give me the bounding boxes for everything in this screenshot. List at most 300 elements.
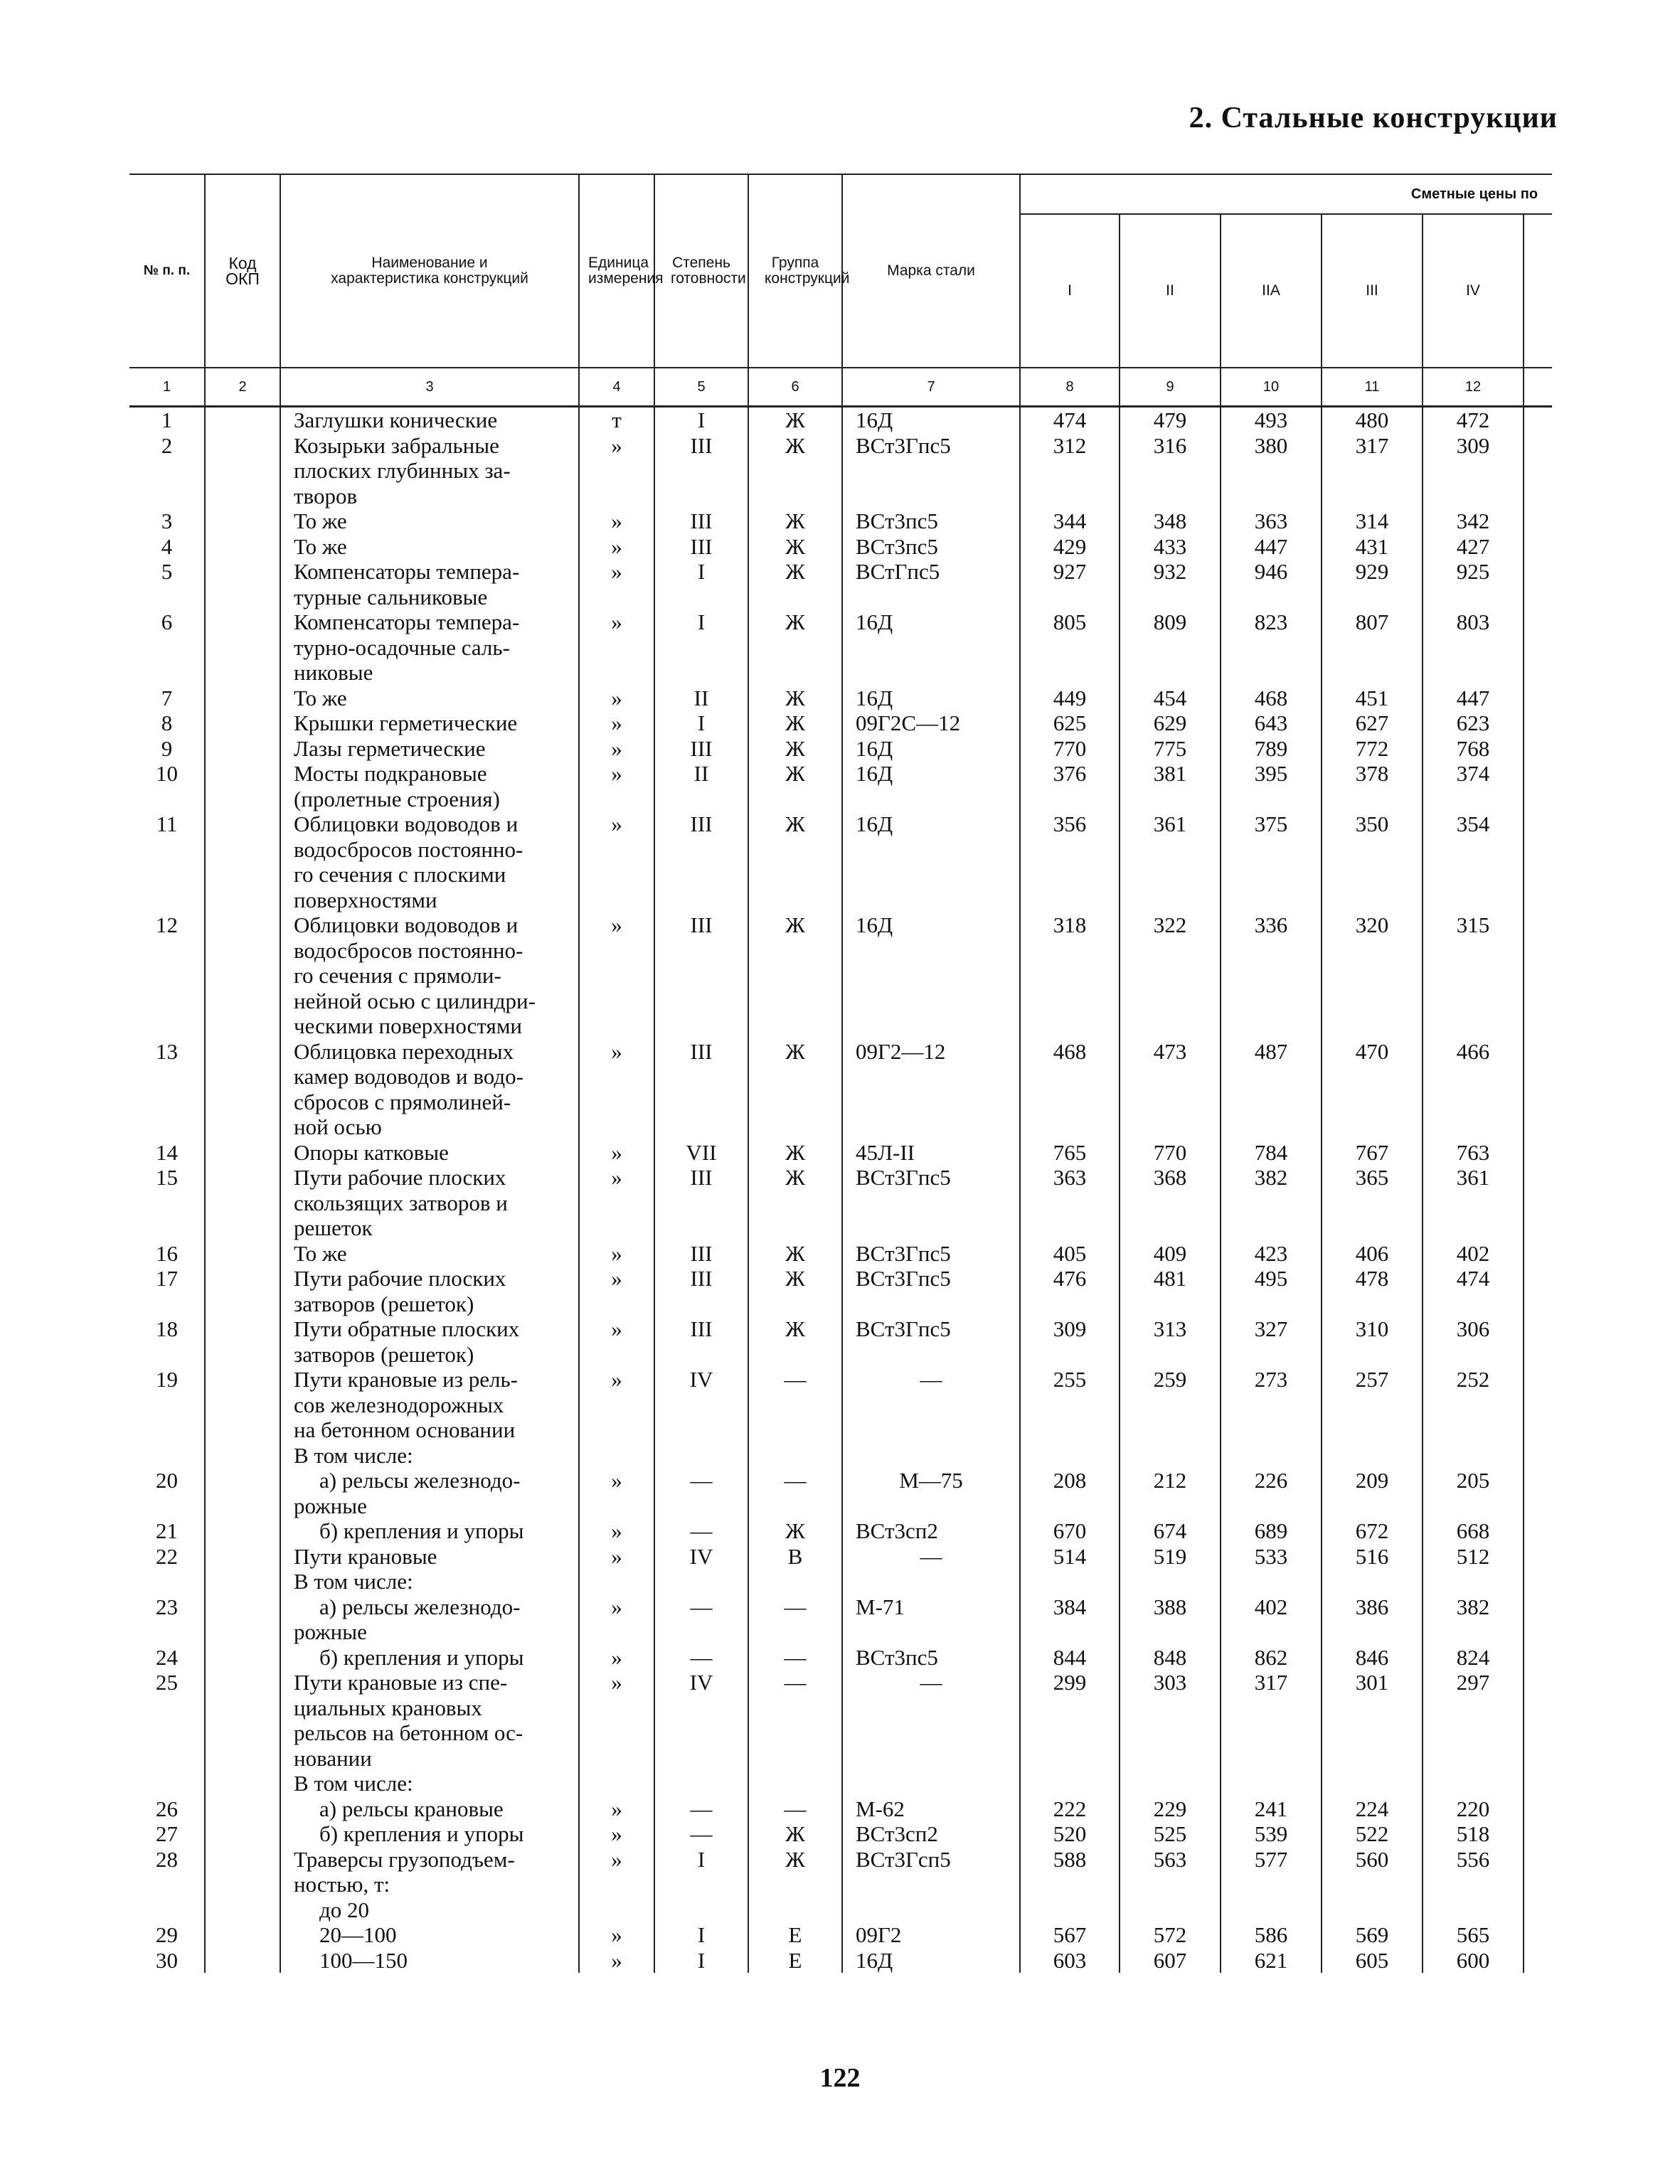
price-zone-3: 689 (1221, 1518, 1322, 1544)
table-row (129, 1241, 1552, 1267)
construction-group: Ж (748, 912, 842, 1039)
price-zone-1: 588 (1020, 1847, 1120, 1923)
steel-grade: ВСт3пс5 (842, 534, 1020, 560)
steel-grade: 16Д (842, 609, 1020, 686)
row-number-text: 7 (161, 685, 173, 710)
okp-code (205, 1645, 280, 1671)
price-zone-3: 423 (1221, 1241, 1322, 1267)
unit: » (579, 1922, 654, 1948)
readiness-stage: I (654, 407, 748, 433)
row-number (129, 559, 205, 609)
unit: » (579, 1039, 654, 1140)
price-zone-2: 775 (1120, 736, 1221, 762)
construction-name-line: В том числе: (294, 1771, 413, 1796)
price-zone-extra (1524, 1039, 1552, 1140)
construction-name-line: водосбросов постоянно- (294, 937, 523, 963)
price-zone-2: 348 (1120, 508, 1221, 534)
price-zone-2: 303 (1120, 1670, 1221, 1771)
construction-name (280, 508, 579, 534)
steel-grade: ВСт3Гсп5 (842, 1847, 1020, 1923)
price-zone-5: 768 (1423, 736, 1524, 762)
price-zone-2: 525 (1120, 1821, 1221, 1847)
construction-name-line: затворов (решеток) (294, 1341, 474, 1367)
price-zone-1: 520 (1020, 1821, 1120, 1847)
table-row (129, 1165, 1552, 1241)
price-zone-2: 322 (1120, 912, 1221, 1039)
unit: » (579, 761, 654, 811)
price-zone-3: 395 (1221, 761, 1322, 811)
price-zone-4: 627 (1322, 710, 1423, 736)
table-row (129, 1039, 1552, 1140)
header-zone-3: III (1322, 214, 1423, 368)
unit: » (579, 811, 654, 912)
construction-name (280, 1922, 579, 1948)
price-zone-3: 336 (1221, 912, 1322, 1039)
price-zone-4: 605 (1322, 1948, 1423, 1973)
construction-name-line: а) рельсы крановые (319, 1796, 504, 1821)
price-zone-5: 803 (1423, 609, 1524, 686)
price-table (129, 174, 1552, 1973)
okp-code (205, 1922, 280, 1948)
construction-name-line: То же (294, 1240, 347, 1266)
okp-code (205, 912, 280, 1039)
row-number (129, 534, 205, 560)
row-number (129, 508, 205, 534)
price-zone-5: 466 (1423, 1039, 1524, 1140)
price-zone-1: 363 (1020, 1165, 1120, 1241)
okp-code (205, 1316, 280, 1367)
row-number (129, 736, 205, 762)
okp-code (205, 1670, 280, 1771)
price-zone-2: 607 (1120, 1948, 1221, 1973)
readiness-stage: — (654, 1518, 748, 1544)
price-zone-1: 299 (1020, 1670, 1120, 1771)
row-number (129, 1847, 205, 1923)
price-zone-2: 629 (1120, 710, 1221, 736)
construction-group: Ж (748, 534, 842, 560)
construction-name-line: камер водоводов и водо- (294, 1064, 523, 1089)
row-number-text: 11 (156, 811, 178, 836)
readiness-stage: IV (654, 1367, 748, 1443)
header-zone-2: II (1120, 214, 1221, 368)
price-zone-1: 312 (1020, 433, 1120, 509)
price-zone-5: 402 (1423, 1241, 1524, 1267)
unit: » (579, 736, 654, 762)
price-zone-5: 252 (1423, 1367, 1524, 1443)
construction-name-line: сбросов с прямолиней- (294, 1089, 511, 1114)
row-number-text: 23 (156, 1594, 178, 1619)
construction-name-line: Опоры катковые (294, 1139, 449, 1165)
price-zone-extra (1524, 912, 1552, 1039)
construction-group: — (748, 1367, 842, 1443)
steel-grade: ВСт3Гпс5 (842, 1266, 1020, 1316)
construction-name-line: Лазы герметические (294, 735, 486, 761)
row-number (129, 1922, 205, 1948)
construction-group: Ж (748, 1847, 842, 1923)
table-row (129, 1518, 1552, 1544)
price-zone-2: 932 (1120, 559, 1221, 609)
row-number (129, 433, 205, 509)
price-zone-extra (1524, 433, 1552, 509)
construction-group: Е (748, 1922, 842, 1948)
price-zone-1: 567 (1020, 1922, 1120, 1948)
table-row (129, 686, 1552, 711)
price-zone-1: 603 (1020, 1948, 1120, 1973)
row-number (129, 407, 205, 433)
construction-name-line: Облицовки водоводов и (294, 912, 519, 937)
construction-name-line: Облицовка переходных (294, 1038, 514, 1064)
okp-code (205, 1140, 280, 1166)
table-body (129, 407, 1552, 1973)
row-number (129, 1518, 205, 1544)
price-zone-1: 476 (1020, 1266, 1120, 1316)
row-number-text: 15 (156, 1165, 178, 1190)
column-number: 10 (1221, 368, 1322, 407)
price-zone-3: 784 (1221, 1140, 1322, 1166)
construction-name-line: Крышки герметические (294, 710, 518, 735)
header-stage: Степень готовности (654, 174, 748, 368)
price-zone-extra (1524, 534, 1552, 560)
column-number: 7 (842, 368, 1020, 407)
header-prices-title: Сметные цены по (1020, 174, 1552, 214)
steel-grade: — (842, 1670, 1020, 1771)
price-zone-1: 474 (1020, 407, 1120, 433)
row-number-text: 16 (156, 1240, 178, 1266)
table-row (129, 1771, 1552, 1821)
price-zone-5: 512 (1423, 1544, 1524, 1570)
price-zone-4: 209 (1322, 1443, 1423, 1519)
price-zone-1: 429 (1020, 534, 1120, 560)
table-row (129, 811, 1552, 912)
price-zone-1: 468 (1020, 1039, 1120, 1140)
unit: » (579, 1771, 654, 1821)
readiness-stage: IV (654, 1670, 748, 1771)
okp-code (205, 1821, 280, 1847)
steel-grade: ВСт3Гпс5 (842, 1165, 1020, 1241)
readiness-stage: III (654, 1039, 748, 1140)
table-row (129, 1544, 1552, 1570)
readiness-stage: — (654, 1443, 748, 1519)
price-zone-3: 586 (1221, 1922, 1322, 1948)
section-title: 2. Стальные конструкции (1189, 102, 1558, 134)
row-number-text: 17 (156, 1266, 178, 1291)
price-zone-extra (1524, 1367, 1552, 1443)
price-zone-3: 487 (1221, 1039, 1322, 1140)
steel-grade: 16Д (842, 1948, 1020, 1973)
price-zone-3: 621 (1221, 1948, 1322, 1973)
price-zone-2: 229 (1120, 1771, 1221, 1821)
construction-name (280, 559, 579, 609)
price-zone-3: 533 (1221, 1544, 1322, 1570)
price-zone-2: 519 (1120, 1544, 1221, 1570)
construction-name-line: рожные (294, 1619, 367, 1644)
construction-group: — (748, 1670, 842, 1771)
unit: » (579, 912, 654, 1039)
price-zone-extra (1524, 1821, 1552, 1847)
construction-name-line: циальных крановых (294, 1695, 482, 1720)
row-number-text: 14 (156, 1139, 178, 1165)
steel-grade: ВСт3Гпс5 (842, 1316, 1020, 1367)
row-number-text: 19 (156, 1367, 178, 1392)
row-number-text: 20 (156, 1468, 178, 1493)
header-no: № п. п. (129, 174, 205, 368)
price-zone-4: 320 (1322, 912, 1423, 1039)
price-zone-1: 222 (1020, 1771, 1120, 1821)
row-number-text: 12 (156, 912, 178, 937)
price-zone-1: 449 (1020, 686, 1120, 711)
steel-grade: ВСт3пс5 (842, 508, 1020, 534)
row-number (129, 1670, 205, 1771)
table-row (129, 1367, 1552, 1443)
row-number (129, 1039, 205, 1140)
price-zone-extra (1524, 1645, 1552, 1671)
construction-name (280, 1241, 579, 1267)
okp-code (205, 736, 280, 762)
construction-name (280, 1443, 579, 1519)
unit: » (579, 433, 654, 509)
price-zone-4: 386 (1322, 1569, 1423, 1645)
construction-name-line: Траверсы грузоподъем- (294, 1846, 515, 1872)
construction-name-line: Компенсаторы темпера- (294, 609, 520, 634)
price-zone-4: 807 (1322, 609, 1423, 686)
construction-name-line: поверхностями (294, 887, 437, 912)
construction-group: В (748, 1544, 842, 1570)
price-zone-5: 447 (1423, 686, 1524, 711)
price-zone-4: 470 (1322, 1039, 1423, 1140)
steel-grade: М—75 (842, 1443, 1020, 1519)
table-row (129, 534, 1552, 560)
construction-name-line: То же (294, 508, 347, 533)
okp-code (205, 1443, 280, 1519)
price-zone-extra (1524, 1518, 1552, 1544)
row-number (129, 609, 205, 686)
construction-name-line: 20—100 (319, 1922, 397, 1947)
table-row (129, 433, 1552, 509)
price-zone-extra (1524, 1948, 1552, 1973)
price-zone-4: 672 (1322, 1518, 1423, 1544)
price-zone-2: 770 (1120, 1140, 1221, 1166)
price-zone-extra (1524, 1241, 1552, 1267)
readiness-stage: III (654, 912, 748, 1039)
row-number-text: 24 (156, 1644, 178, 1670)
okp-code (205, 1948, 280, 1973)
steel-grade: ВСт3сп2 (842, 1821, 1020, 1847)
price-zone-extra (1524, 1670, 1552, 1771)
unit: » (579, 1645, 654, 1671)
construction-name-line: турно-осадочные саль- (294, 634, 510, 660)
construction-group: Ж (748, 1518, 842, 1544)
row-number-text: 3 (161, 508, 173, 533)
price-zone-1: 770 (1020, 736, 1120, 762)
construction-group: — (748, 1443, 842, 1519)
unit: » (579, 1367, 654, 1443)
okp-code (205, 609, 280, 686)
price-zone-3: 946 (1221, 559, 1322, 609)
header-steel: Марка стали (842, 174, 1020, 368)
row-number (129, 1544, 205, 1570)
okp-code (205, 559, 280, 609)
construction-name-line: Пути крановые (294, 1543, 437, 1569)
price-zone-5: 556 (1423, 1847, 1524, 1923)
construction-name (280, 1569, 579, 1645)
price-zone-3: 327 (1221, 1316, 1322, 1367)
price-zone-4: 522 (1322, 1821, 1423, 1847)
construction-name (280, 1948, 579, 1973)
price-zone-3: 495 (1221, 1266, 1322, 1316)
unit: » (579, 710, 654, 736)
price-zone-2: 848 (1120, 1645, 1221, 1671)
construction-name-line: а) рельсы железнодо- (319, 1594, 521, 1619)
price-zone-4: 314 (1322, 508, 1423, 534)
construction-name (280, 1039, 579, 1140)
construction-name-line: ной осью (294, 1114, 382, 1139)
header-zone-4: IV (1423, 214, 1524, 368)
price-zone-3: 789 (1221, 736, 1322, 762)
price-zone-extra (1524, 1544, 1552, 1570)
row-number (129, 1771, 205, 1821)
price-zone-4: 767 (1322, 1140, 1423, 1166)
header-zone-2a: IIА (1221, 214, 1322, 368)
price-zone-5: 427 (1423, 534, 1524, 560)
readiness-stage: — (654, 1645, 748, 1671)
price-zone-5: 518 (1423, 1821, 1524, 1847)
unit: » (579, 1544, 654, 1570)
construction-group: — (748, 1645, 842, 1671)
readiness-stage: III (654, 1266, 748, 1316)
header-okp: Код ОКП (205, 174, 280, 368)
price-zone-5: 600 (1423, 1948, 1524, 1973)
okp-code (205, 534, 280, 560)
price-zone-2: 316 (1120, 433, 1221, 509)
price-zone-3: 317 (1221, 1670, 1322, 1771)
construction-group: Ж (748, 811, 842, 912)
price-zone-1: 405 (1020, 1241, 1120, 1267)
price-zone-1: 805 (1020, 609, 1120, 686)
price-zone-2: 563 (1120, 1847, 1221, 1923)
row-number (129, 1165, 205, 1241)
readiness-stage: II (654, 686, 748, 711)
unit: » (579, 1241, 654, 1267)
price-zone-3: 493 (1221, 407, 1322, 433)
okp-code (205, 761, 280, 811)
price-zone-extra (1524, 1266, 1552, 1316)
column-number: 11 (1322, 368, 1423, 407)
column-number: 12 (1423, 368, 1524, 407)
construction-name (280, 1847, 579, 1923)
construction-name-line: Пути крановые из спе- (294, 1670, 508, 1695)
price-zone-2: 388 (1120, 1569, 1221, 1645)
construction-name-line: сов железнодорожных (294, 1392, 504, 1417)
column-numbers-row (129, 368, 1552, 407)
price-zone-1: 844 (1020, 1645, 1120, 1671)
readiness-stage: III (654, 1316, 748, 1367)
construction-name-line: Заглушки конические (294, 407, 498, 432)
readiness-stage: — (654, 1821, 748, 1847)
construction-name (280, 1645, 579, 1671)
okp-code (205, 1569, 280, 1645)
construction-name-line: на бетонном основании (294, 1417, 516, 1442)
price-zone-4: 301 (1322, 1670, 1423, 1771)
price-zone-1: 255 (1020, 1367, 1120, 1443)
table-row (129, 1443, 1552, 1519)
okp-code (205, 1367, 280, 1443)
price-zone-4: 480 (1322, 407, 1423, 433)
construction-name-line: никовые (294, 660, 373, 685)
row-number (129, 1645, 205, 1671)
construction-name-line: новании (294, 1745, 372, 1771)
price-zone-5: 354 (1423, 811, 1524, 912)
table-row (129, 1316, 1552, 1367)
table-row (129, 407, 1552, 433)
page-number: 122 (819, 2063, 861, 2093)
price-zone-3: 468 (1221, 686, 1322, 711)
unit: » (579, 1821, 654, 1847)
price-zone-3: 241 (1221, 1771, 1322, 1821)
price-zone-3: 273 (1221, 1367, 1322, 1443)
price-zone-2: 454 (1120, 686, 1221, 711)
okp-code (205, 1544, 280, 1570)
price-zone-1: 344 (1020, 508, 1120, 534)
price-zone-5: 623 (1423, 710, 1524, 736)
readiness-stage: I (654, 609, 748, 686)
okp-code (205, 1518, 280, 1544)
construction-name-line: плоских глубинных за- (294, 458, 511, 483)
construction-name-line: Пути обратные плоских (294, 1316, 520, 1341)
price-zone-3: 380 (1221, 433, 1322, 509)
price-zone-extra (1524, 1316, 1552, 1367)
unit: » (579, 1443, 654, 1519)
construction-group: Ж (748, 609, 842, 686)
row-number-text: 27 (156, 1821, 178, 1846)
price-zone-4: 846 (1322, 1645, 1423, 1671)
construction-name (280, 1670, 579, 1771)
table-row (129, 559, 1552, 609)
row-number-text: 30 (156, 1947, 178, 1973)
price-zone-2: 473 (1120, 1039, 1221, 1140)
construction-name (280, 407, 579, 433)
row-number (129, 1316, 205, 1367)
table-row (129, 1821, 1552, 1847)
construction-name (280, 1316, 579, 1367)
column-number: 5 (654, 368, 748, 407)
construction-group: Ж (748, 736, 842, 762)
column-number: 9 (1120, 368, 1221, 407)
readiness-stage: III (654, 811, 748, 912)
construction-name-line: творов (294, 483, 358, 508)
table-row (129, 1670, 1552, 1771)
price-zone-5: 668 (1423, 1518, 1524, 1544)
steel-grade: — (842, 1367, 1020, 1443)
price-zone-4: 310 (1322, 1316, 1423, 1367)
construction-name (280, 534, 579, 560)
steel-grade: 16Д (842, 686, 1020, 711)
readiness-stage: III (654, 534, 748, 560)
price-zone-1: 309 (1020, 1316, 1120, 1367)
row-number (129, 1948, 205, 1973)
price-zone-3: 823 (1221, 609, 1322, 686)
construction-name (280, 1821, 579, 1847)
construction-name-line: Облицовки водоводов и (294, 811, 519, 836)
construction-name (280, 710, 579, 736)
price-zone-5: 315 (1423, 912, 1524, 1039)
price-zone-5: 472 (1423, 407, 1524, 433)
column-number-extra (1524, 368, 1552, 407)
readiness-stage: — (654, 1771, 748, 1821)
construction-name-line: Пути рабочие плоских (294, 1165, 506, 1190)
price-zone-3: 375 (1221, 811, 1322, 912)
unit: » (579, 534, 654, 560)
construction-name-line: рельсов на бетонном ос- (294, 1720, 523, 1745)
